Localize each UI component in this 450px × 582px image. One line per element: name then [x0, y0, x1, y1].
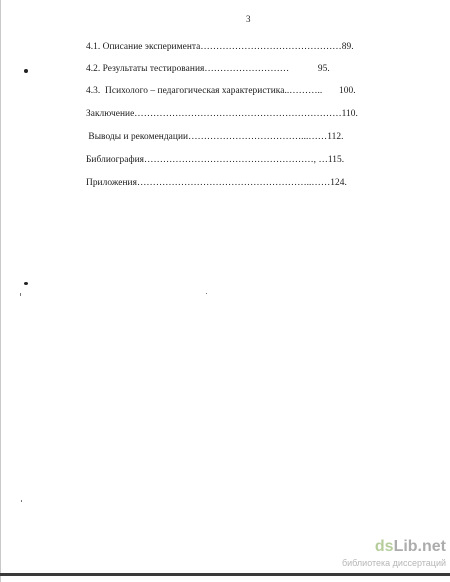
- toc-entry: 4.3. Психолого – педагогическая характеристика..……….. 100.: [86, 86, 356, 96]
- scan-speck: [206, 293, 207, 294]
- toc-entry: Заключение…………………………………………………………110.: [86, 109, 358, 119]
- toc-entry: Библиография………………………………………………, …115.: [86, 155, 345, 165]
- page-number: 3: [246, 14, 251, 24]
- scan-speck: [20, 293, 21, 296]
- toc-entry: 4.2. Результаты тестирования……………………… 95.: [86, 64, 330, 74]
- watermark-logo: dsLib.net: [374, 538, 446, 555]
- toc-entry: Приложения………………………………………………..……124.: [86, 178, 347, 188]
- dslib-watermark: [296, 538, 446, 572]
- toc-entry: Выводы и рекомендации………………………………...……112.: [86, 132, 344, 142]
- punch-hole-mark: [24, 282, 28, 285]
- watermark-tagline: библиотека диссертаций: [341, 558, 446, 568]
- scan-speck: [21, 500, 22, 502]
- toc-entry: 4.1. Описание эксперимента………………………………………89.: [86, 42, 354, 52]
- scan-bottom-edge: [0, 573, 450, 576]
- punch-hole-mark: [24, 69, 28, 73]
